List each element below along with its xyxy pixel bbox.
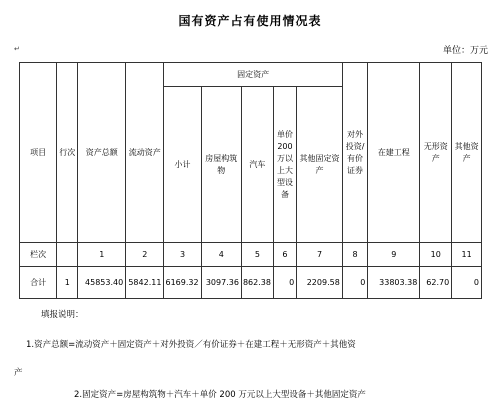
paragraph-mark-icon: ↵ (14, 45, 20, 53)
total-cell: 6169.32 (164, 267, 201, 299)
column-number: 2 (126, 243, 164, 267)
note-line-1: 1.资产总额=流动资产＋固定资产＋对外投资／有价证券＋在建工程＋无形资产＋其他资 (26, 340, 356, 350)
note-line-2: 2.固定资产=房屋构筑物＋汽车＋单价 200 万元以上大型设备＋其他固定资产 (74, 390, 366, 400)
column-number: 1 (78, 243, 126, 267)
header-vehicles: 汽车 (241, 87, 273, 243)
header-current-assets: 流动资产 (126, 63, 164, 243)
asset-usage-table (19, 62, 482, 299)
total-cell: 2209.58 (297, 267, 343, 299)
column-number: 9 (368, 243, 420, 267)
column-number-row (20, 243, 482, 267)
total-cell: 3097.36 (201, 267, 241, 299)
header-item: 项目 (20, 63, 57, 243)
column-row-label: 栏次 (20, 243, 57, 267)
column-row-blank (57, 243, 78, 267)
unit-label: 单位：万元 (442, 46, 488, 56)
column-number: 5 (241, 243, 273, 267)
header-other-assets: 其他资产 (452, 63, 482, 243)
column-number: 7 (297, 243, 343, 267)
header-construction: 在建工程 (368, 63, 420, 243)
notes-heading: 填报说明： (41, 310, 84, 320)
header-row-no: 行次 (57, 63, 78, 243)
total-cell: 62.70 (420, 267, 452, 299)
column-number: 6 (273, 243, 296, 267)
header-subtotal: 小计 (164, 87, 201, 243)
header-other-fixed: 其他固定资产 (297, 87, 343, 243)
header-total-assets: 资产总额 (78, 63, 126, 243)
header-buildings: 房屋构筑物 (201, 87, 241, 243)
column-number: 8 (342, 243, 367, 267)
total-cell: 0 (342, 267, 367, 299)
total-cell: 33803.38 (368, 267, 420, 299)
header-intangible: 无形资产 (420, 63, 452, 243)
total-cell: 45853.40 (78, 267, 126, 299)
header-large-equipment: 单价200万以上大型设备 (273, 87, 296, 243)
column-number: 3 (164, 243, 201, 267)
column-number: 4 (201, 243, 241, 267)
total-cell: 0 (452, 267, 482, 299)
header-investments: 对外投资/有价证券 (342, 63, 367, 243)
column-number: 11 (452, 243, 482, 267)
header-fixed-assets: 固定资产 (164, 63, 342, 87)
total-cell: 0 (273, 267, 296, 299)
column-number: 10 (420, 243, 452, 267)
note-line-1-continued: 产 (14, 368, 23, 378)
total-cell: 5842.11 (126, 267, 164, 299)
total-row-label: 合计 (20, 267, 57, 299)
page-title: 国有资产占有使用情况表 (178, 14, 322, 28)
total-row (20, 267, 482, 299)
total-cell: 862.38 (241, 267, 273, 299)
total-row-number: 1 (57, 267, 78, 299)
